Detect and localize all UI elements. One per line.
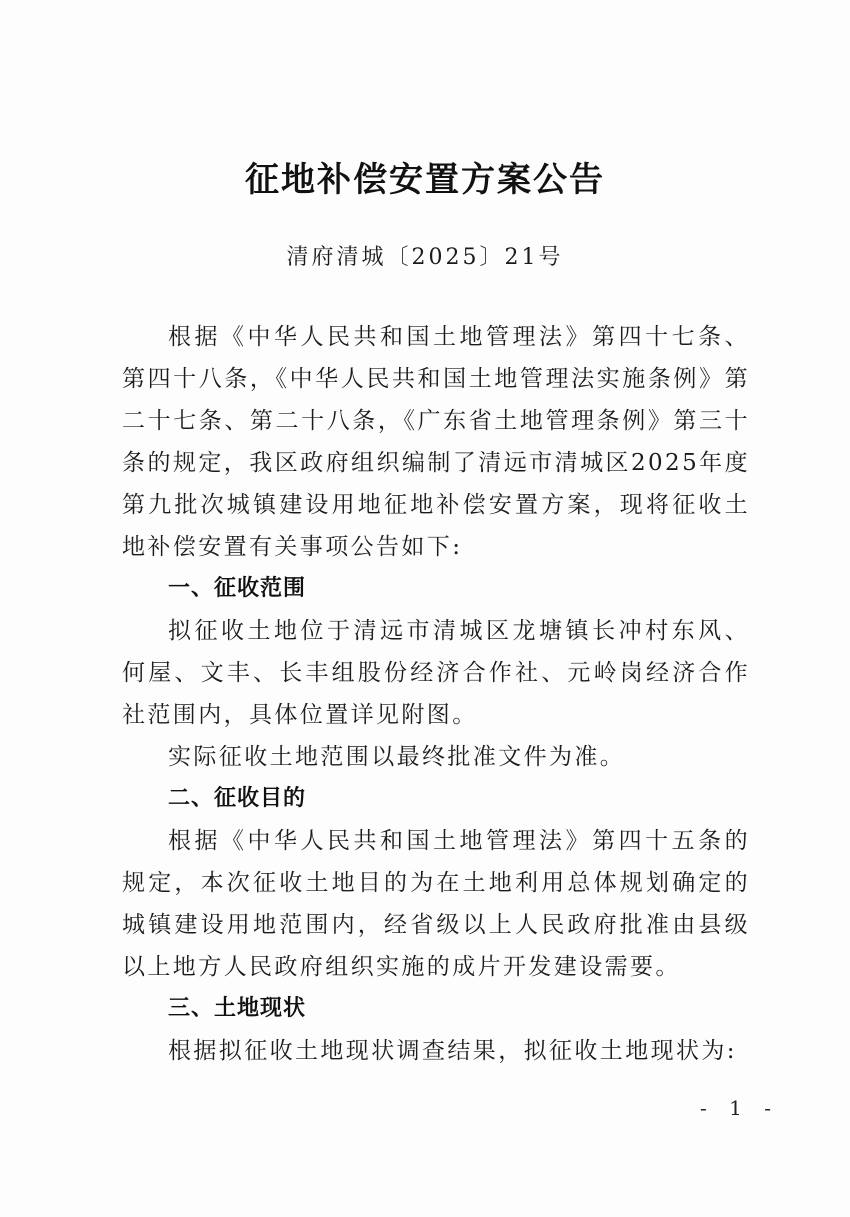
document-title: 征地补偿安置方案公告 (245, 160, 605, 200)
status-paragraph: 根据拟征收土地现状调查结果，拟征收土地现状为: (168, 1038, 737, 1064)
document-body (122, 316, 750, 1072)
section-heading-purpose: 二、征收目的 (168, 786, 307, 811)
document-number: 清府清城〔2025〕21号 (286, 245, 564, 270)
section-heading-status: 三、土地现状 (168, 996, 307, 1021)
scope-paragraph-final: 实际征收土地范围以最终批准文件为准。 (168, 744, 626, 770)
purpose-paragraph: 根据《中华人民共和国土地管理法》第四十五条的规定，本次征收土地目的为在土地利用总体规划确定的城镇建设用地范围内，经省级以上人民政府批准由县级以上地方人民政府组织实施的成片开发建设需要。 (122, 828, 750, 980)
scope-paragraph-location: 拟征收土地位于清远市清城区龙塘镇长冲村东风、何屋、文丰、长丰组股份经济合作社、元岭岗经济合作社范围内，具体位置详见附图。 (122, 618, 750, 728)
page-number: - 1 - (700, 1096, 779, 1120)
section-heading-scope: 一、征收范围 (168, 576, 307, 601)
intro-paragraph: 根据《中华人民共和国土地管理法》第四十七条、第四十八条，《中华人民共和国土地管理法实施条例》第二十七条、第二十八条，《广东省土地管理条例》第三十条的规定，我区政府组织编制了清远市清城区2025年度第九批次城镇建设用地征地补偿安置方案，现将征收土地补偿安置有关事项公告如下: (122, 324, 750, 560)
